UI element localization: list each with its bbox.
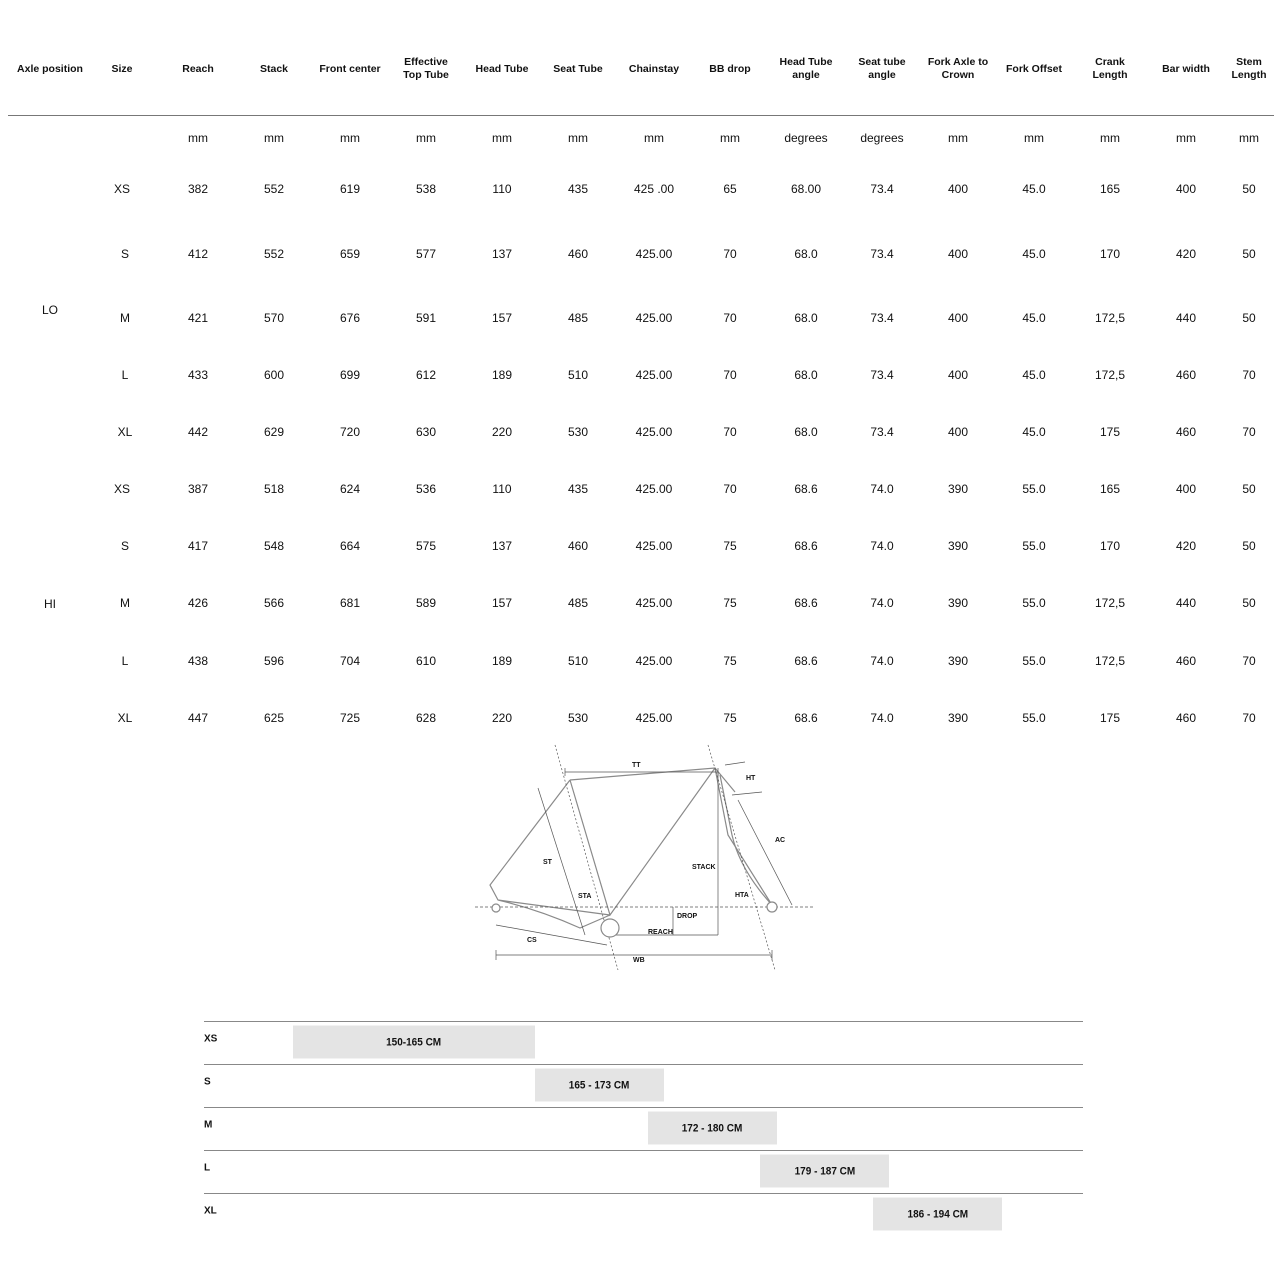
table-cell: 425.00 <box>635 368 673 382</box>
table-cell: 400 <box>947 182 969 196</box>
table-cell: 70 <box>723 368 737 382</box>
frame-outline <box>490 768 772 928</box>
table-cell: 438 <box>187 654 209 668</box>
table-cell: 55.0 <box>1022 539 1046 553</box>
size-cell: L <box>121 654 129 668</box>
table-cell: 189 <box>491 368 513 382</box>
table-cell: 400 <box>1175 482 1197 496</box>
size-cell: XL <box>117 425 133 439</box>
table-cell: 425.00 <box>635 482 673 496</box>
table-cell: 65 <box>723 182 737 196</box>
rear-axle <box>492 904 500 912</box>
table-cell: 75 <box>723 711 737 725</box>
table-cell: 390 <box>947 482 969 496</box>
table-cell: 400 <box>947 368 969 382</box>
table-cell: 70 <box>723 311 737 325</box>
table-cell: 596 <box>263 654 285 668</box>
size-row-label: S <box>204 1076 211 1088</box>
table-cell: 172,5 <box>1094 654 1126 668</box>
column-header-fork-offset: Fork Offset <box>1005 63 1063 75</box>
label-wb: WB <box>633 957 645 964</box>
column-header-hta: Head Tube angle <box>779 56 833 81</box>
table-cell: 460 <box>1175 654 1197 668</box>
table-cell: 676 <box>339 311 361 325</box>
table-cell: 137 <box>491 539 513 553</box>
label-cs: CS <box>527 937 537 944</box>
table-cell: 425.00 <box>635 596 673 610</box>
table-cell: 628 <box>415 711 437 725</box>
table-cell: 45.0 <box>1022 247 1046 261</box>
table-cell: 137 <box>491 247 513 261</box>
column-header-fork-atc: Fork Axle to Crown <box>927 56 989 81</box>
table-cell: 70 <box>723 482 737 496</box>
fork <box>720 775 772 905</box>
table-cell: 68.0 <box>794 368 818 382</box>
table-cell: 530 <box>567 425 589 439</box>
table-cell: 73.4 <box>870 247 894 261</box>
size-cell: M <box>120 311 130 325</box>
table-cell: 624 <box>339 482 361 496</box>
column-header-bb-drop: BB drop <box>709 63 751 75</box>
table-cell: 165 <box>1099 182 1121 196</box>
table-cell: 699 <box>339 368 361 382</box>
table-cell: 157 <box>491 596 513 610</box>
table-cell: 74.0 <box>870 711 894 725</box>
table-cell: 510 <box>567 368 589 382</box>
table-cell: 575 <box>415 539 437 553</box>
table-cell: 45.0 <box>1022 182 1046 196</box>
table-cell: 68.6 <box>794 711 818 725</box>
table-cell: 460 <box>567 247 589 261</box>
label-reach: REACH <box>648 929 673 936</box>
table-cell: 73.4 <box>870 368 894 382</box>
table-cell: 400 <box>947 311 969 325</box>
height-range-bar: 150-165 CM <box>293 1026 535 1059</box>
table-cell: 387 <box>187 482 209 496</box>
table-cell: 629 <box>263 425 285 439</box>
table-cell: 170 <box>1099 247 1121 261</box>
column-header-front-center: Front center <box>319 63 381 75</box>
table-cell: 45.0 <box>1022 425 1046 439</box>
table-cell: 175 <box>1099 711 1121 725</box>
height-range-bar: 179 - 187 CM <box>760 1155 889 1188</box>
table-cell: 390 <box>947 539 969 553</box>
table-cell: 591 <box>415 311 437 325</box>
table-cell: 74.0 <box>870 654 894 668</box>
table-cell: 45.0 <box>1022 368 1046 382</box>
table-cell: 460 <box>1175 425 1197 439</box>
table-cell: 50 <box>1242 247 1256 261</box>
table-cell: 548 <box>263 539 285 553</box>
column-header-stack: Stack <box>259 63 289 75</box>
table-cell: 172,5 <box>1094 368 1126 382</box>
unit-bb-drop: mm <box>720 131 740 145</box>
size-row-divider <box>204 1150 1083 1151</box>
size-row-label: M <box>204 1119 213 1131</box>
table-cell: 55.0 <box>1022 711 1046 725</box>
table-cell: 74.0 <box>870 539 894 553</box>
table-cell: 400 <box>947 425 969 439</box>
table-cell: 420 <box>1175 539 1197 553</box>
table-cell: 390 <box>947 596 969 610</box>
column-header-reach: Reach <box>182 63 214 75</box>
table-cell: 110 <box>492 482 512 496</box>
unit-stem: mm <box>1239 131 1259 145</box>
table-cell: 720 <box>339 425 361 439</box>
size-cell: M <box>120 596 130 610</box>
column-header-eff-tt: Effective Top Tube <box>403 56 449 81</box>
table-cell: 433 <box>187 368 209 382</box>
table-cell: 50 <box>1242 596 1256 610</box>
unit-chainstay: mm <box>644 131 664 145</box>
size-row-label: L <box>204 1162 211 1174</box>
table-cell: 552 <box>263 247 285 261</box>
height-range-bar: 165 - 173 CM <box>535 1069 664 1102</box>
unit-head-tube: mm <box>492 131 512 145</box>
table-cell: 68.6 <box>794 596 818 610</box>
header-divider <box>8 115 1274 116</box>
unit-eff-tt: mm <box>416 131 436 145</box>
table-cell: 536 <box>415 482 437 496</box>
table-cell: 55.0 <box>1022 596 1046 610</box>
size-cell: XL <box>117 711 133 725</box>
table-cell: 704 <box>339 654 361 668</box>
size-cell: S <box>120 247 130 261</box>
unit-crank: mm <box>1100 131 1120 145</box>
table-cell: 50 <box>1242 482 1256 496</box>
table-cell: 45.0 <box>1022 311 1046 325</box>
table-cell: 518 <box>263 482 285 496</box>
table-cell: 552 <box>263 182 285 196</box>
size-row-divider <box>204 1107 1083 1108</box>
table-cell: 400 <box>947 247 969 261</box>
dim-ac <box>738 800 792 905</box>
table-cell: 170 <box>1099 539 1121 553</box>
table-cell: 75 <box>723 596 737 610</box>
height-range-bar: 186 - 194 CM <box>873 1198 1002 1231</box>
table-cell: 70 <box>1242 711 1256 725</box>
size-row-divider <box>204 1193 1083 1194</box>
table-cell: 417 <box>187 539 209 553</box>
table-cell: 610 <box>415 654 437 668</box>
column-header-bar: Bar width <box>1162 63 1210 75</box>
table-cell: 425.00 <box>635 311 673 325</box>
table-cell: 390 <box>947 711 969 725</box>
unit-stack: mm <box>264 131 284 145</box>
frame-geometry-diagram <box>470 740 820 970</box>
table-cell: 435 <box>567 482 589 496</box>
table-cell: 165 <box>1099 482 1121 496</box>
table-cell: 420 <box>1175 247 1197 261</box>
unit-hta: degrees <box>784 131 828 145</box>
table-cell: 625 <box>263 711 285 725</box>
table-cell: 68.6 <box>794 539 818 553</box>
dim-cs <box>496 925 607 945</box>
unit-sta: degrees <box>860 131 904 145</box>
table-cell: 70 <box>723 247 737 261</box>
table-cell: 425.00 <box>635 539 673 553</box>
table-cell: 68.0 <box>794 247 818 261</box>
table-cell: 75 <box>723 539 737 553</box>
table-cell: 619 <box>339 182 361 196</box>
size-row-label: XL <box>204 1205 217 1217</box>
table-cell: 172,5 <box>1094 311 1126 325</box>
table-cell: 400 <box>1175 182 1197 196</box>
table-cell: 70 <box>1242 425 1256 439</box>
table-cell: 70 <box>1242 368 1256 382</box>
unit-bar: mm <box>1176 131 1196 145</box>
table-cell: 664 <box>339 539 361 553</box>
table-cell: 55.0 <box>1022 482 1046 496</box>
table-cell: 460 <box>1175 711 1197 725</box>
table-cell: 725 <box>339 711 361 725</box>
table-cell: 425.00 <box>635 654 673 668</box>
label-ac: AC <box>775 837 786 844</box>
table-cell: 175 <box>1099 425 1121 439</box>
size-row-label: XS <box>204 1033 218 1045</box>
table-cell: 390 <box>947 654 969 668</box>
column-header-stem: Stem Length <box>1231 56 1267 81</box>
size-cell: XS <box>113 182 131 196</box>
table-cell: 70 <box>1242 654 1256 668</box>
bottom-bracket <box>601 919 619 937</box>
size-cell: L <box>121 368 129 382</box>
table-cell: 435 <box>567 182 589 196</box>
unit-reach: mm <box>188 131 208 145</box>
table-cell: 442 <box>187 425 209 439</box>
table-cell: 172,5 <box>1094 596 1126 610</box>
size-cell: XS <box>113 482 131 496</box>
label-ht: HT <box>746 775 756 782</box>
label-stack: STACK <box>692 864 716 871</box>
unit-seat-tube: mm <box>568 131 588 145</box>
table-cell: 630 <box>415 425 437 439</box>
label-tt: TT <box>632 762 641 769</box>
table-cell: 681 <box>339 596 361 610</box>
column-header-chainstay: Chainstay <box>628 63 680 75</box>
table-cell: 530 <box>567 711 589 725</box>
table-cell: 50 <box>1242 182 1256 196</box>
table-cell: 538 <box>415 182 437 196</box>
table-cell: 412 <box>187 247 209 261</box>
table-cell: 73.4 <box>870 311 894 325</box>
unit-fork-offset: mm <box>1024 131 1044 145</box>
table-cell: 73.4 <box>870 425 894 439</box>
table-cell: 421 <box>187 311 209 325</box>
table-cell: 68.6 <box>794 482 818 496</box>
table-cell: 74.0 <box>870 596 894 610</box>
axle-position-label: HI <box>44 597 56 611</box>
table-cell: 440 <box>1175 596 1197 610</box>
unit-fork-atc: mm <box>948 131 968 145</box>
table-cell: 75 <box>723 654 737 668</box>
table-cell: 189 <box>491 654 513 668</box>
size-row-divider <box>204 1064 1083 1065</box>
table-cell: 68.0 <box>794 311 818 325</box>
table-cell: 659 <box>339 247 361 261</box>
column-header-axle: Axle position <box>17 63 83 75</box>
label-drop: DROP <box>677 913 698 920</box>
table-cell: 68.00 <box>790 182 822 196</box>
table-cell: 600 <box>263 368 285 382</box>
table-cell: 589 <box>415 596 437 610</box>
table-cell: 485 <box>567 311 589 325</box>
table-cell: 425.00 <box>635 247 673 261</box>
column-header-seat-tube: Seat Tube <box>553 63 603 75</box>
column-header-sta: Seat tube angle <box>858 56 906 81</box>
table-cell: 70 <box>723 425 737 439</box>
label-hta: HTA <box>735 892 749 899</box>
column-header-head-tube: Head Tube <box>475 63 529 75</box>
column-header-crank: Crank Length <box>1092 56 1128 81</box>
table-cell: 447 <box>187 711 209 725</box>
size-cell: S <box>120 539 130 553</box>
table-cell: 50 <box>1242 539 1256 553</box>
table-cell: 426 <box>187 596 209 610</box>
axle-position-label: LO <box>41 303 59 317</box>
table-cell: 110 <box>492 182 512 196</box>
table-cell: 510 <box>567 654 589 668</box>
table-cell: 50 <box>1242 311 1256 325</box>
table-cell: 55.0 <box>1022 654 1046 668</box>
table-cell: 440 <box>1175 311 1197 325</box>
label-sta: STA <box>578 893 592 900</box>
table-cell: 460 <box>1175 368 1197 382</box>
table-cell: 68.0 <box>794 425 818 439</box>
table-cell: 73.4 <box>870 182 894 196</box>
size-row-divider <box>204 1021 1083 1022</box>
table-cell: 74.0 <box>870 482 894 496</box>
front-axle <box>767 902 777 912</box>
label-st: ST <box>543 859 552 866</box>
column-header-size: Size <box>111 63 133 75</box>
table-cell: 425.00 <box>635 425 673 439</box>
table-cell: 425.00 <box>635 711 673 725</box>
table-cell: 566 <box>263 596 285 610</box>
table-cell: 382 <box>187 182 209 196</box>
unit-front-center: mm <box>340 131 360 145</box>
table-cell: 68.6 <box>794 654 818 668</box>
table-cell: 485 <box>567 596 589 610</box>
table-cell: 220 <box>491 711 513 725</box>
table-cell: 425 .00 <box>633 182 675 196</box>
table-cell: 460 <box>567 539 589 553</box>
table-cell: 570 <box>263 311 285 325</box>
table-cell: 612 <box>415 368 437 382</box>
dim-ht <box>725 762 762 795</box>
table-cell: 157 <box>491 311 513 325</box>
table-cell: 577 <box>415 247 437 261</box>
height-range-bar: 172 - 180 CM <box>648 1112 777 1145</box>
table-cell: 220 <box>491 425 513 439</box>
